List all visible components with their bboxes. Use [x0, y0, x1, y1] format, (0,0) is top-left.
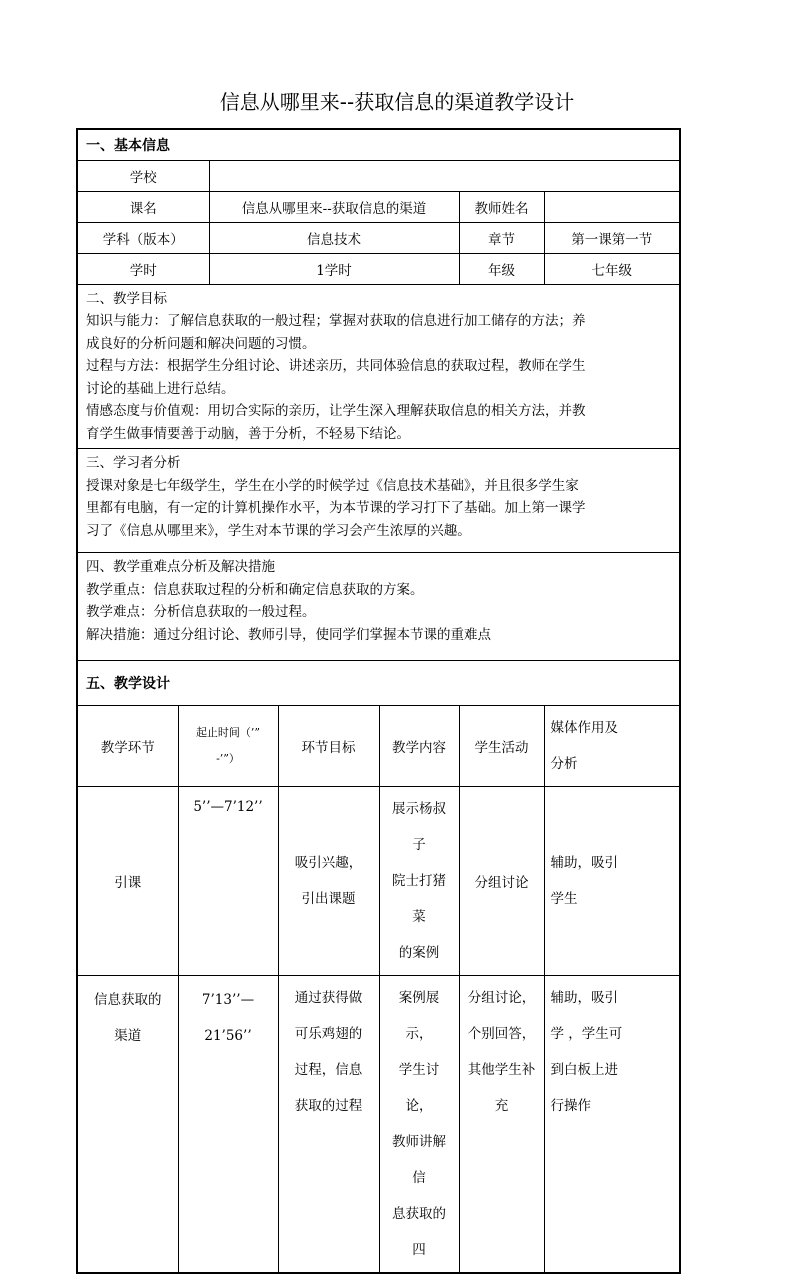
time-line: 21’56’’ [204, 1028, 252, 1044]
subject-label: 学科（版本） [77, 222, 209, 253]
content-line: 教师讲解信 [392, 1134, 446, 1186]
media-line: 学生 [550, 891, 578, 907]
section-basic-header: 一、基本信息 [77, 129, 680, 160]
activity-cell [459, 976, 544, 1274]
col-goal-header: 环节目标 [278, 706, 379, 787]
time-line: 7’13’’— [201, 992, 255, 1008]
media-line: 学 ，学生可 [550, 1026, 623, 1042]
school-label: 学校 [77, 160, 209, 191]
stage-line: 渠道 [114, 1028, 142, 1044]
learners-header: 三、学习者分析 [86, 455, 181, 471]
goals-line: 情感态度与价值观：用切合实际的亲历，让学生深入理解获取信息的相关方法，并教 [86, 403, 586, 419]
table-row [77, 976, 680, 1274]
goals-line: 成良好的分析问题和解决问题的习惯。 [86, 335, 316, 352]
page-title: 信息从哪里来--获取信息的渠道教学设计 [219, 90, 575, 114]
stage-cell [77, 976, 178, 1274]
col-media-header-line: 分析 [550, 756, 578, 772]
content-line: 院士打猪菜 [392, 873, 446, 925]
goals-header: 二、教学目标 [86, 290, 167, 307]
subject-value: 信息技术 [209, 222, 459, 253]
goals-row [77, 284, 680, 449]
media-line: 辅助，吸引 [550, 990, 618, 1006]
goal-line: 通过获得做 [294, 990, 363, 1006]
col-time-header-line: -’”） [216, 752, 240, 765]
keypoints-line: 教学重点：信息获取过程的分析和确定信息获取的方案。 [86, 581, 424, 598]
keypoints-header: 四、教学重难点分析及解决措施 [86, 559, 275, 575]
goal-line: 过程，信息 [294, 1062, 363, 1078]
chapter-label: 章节 [459, 222, 544, 253]
media-cell [544, 787, 680, 976]
chapter-value: 第一课第一节 [544, 222, 680, 253]
lesson-plan-table [76, 128, 681, 1274]
col-media-header [544, 706, 680, 787]
media-line: 到白板上进 [550, 1062, 618, 1078]
grade-value: 七年级 [544, 253, 680, 284]
media-line: 行操作 [550, 1098, 591, 1114]
activity-line: 充 [494, 1098, 509, 1114]
col-time-header-line: 起止时间（’” [195, 726, 261, 739]
subject-row [77, 222, 680, 253]
media-line: 辅助，吸引 [550, 855, 618, 871]
goals-line: 过程与方法：根据学生分组讨论、讲述亲历，共同体验信息的获取过程，教师在学生 [86, 358, 586, 374]
keypoints-line: 解决措施：通过分组讨论、教师引导，使同学们掌握本节课的重难点 [86, 626, 491, 643]
goal-cell [278, 787, 379, 976]
grade-label: 年级 [459, 253, 544, 284]
learners-line: 里都有电脑，有一定的计算机操作水平，为本节课的学习打下了基础。加上第一课学 [86, 500, 586, 516]
school-row [77, 160, 680, 191]
hours-row [77, 253, 680, 284]
col-time-header [178, 706, 278, 787]
goal-line: 可乐鸡翅的 [294, 1026, 363, 1042]
keypoints-section [77, 553, 680, 661]
teacher-value [544, 191, 680, 222]
goal-cell [278, 976, 379, 1274]
goals-line: 知识与能力：了解信息获取的一般过程；掌握对获取的信息进行加工储存的方法；养 [86, 313, 586, 329]
activity-line: 分组讨论， [467, 990, 536, 1006]
learners-section [77, 449, 680, 553]
learners-row [77, 449, 680, 553]
stage-cell: 引课 [77, 787, 178, 976]
stage-line: 信息获取的 [94, 992, 162, 1008]
activity-line: 个别回答， [467, 1026, 536, 1042]
goal-line: 吸引兴趣， [294, 855, 363, 871]
keypoints-line: 教学难点：分析信息获取的一般过程。 [86, 604, 316, 620]
teacher-label: 教师姓名 [459, 191, 544, 222]
goal-line: 获取的过程 [294, 1098, 363, 1114]
activity-cell: 分组讨论 [459, 787, 544, 976]
goal-line: 引出课题 [301, 891, 356, 907]
content-line: 息获取的四 [392, 1206, 446, 1258]
course-row [77, 191, 680, 222]
content-cell [379, 976, 459, 1274]
content-cell [379, 787, 459, 976]
section-design-header: 五、教学设计 [77, 661, 680, 706]
content-line: 案例展示， [398, 990, 440, 1042]
time-cell [178, 976, 278, 1274]
goals-line: 讨论的基础上进行总结。 [86, 380, 235, 397]
course-value: 信息从哪里来--获取信息的渠道 [209, 191, 459, 222]
learners-line: 授课对象是七年级学生，学生在小学的时候学过《信息技术基础》，并且很多学生家 [86, 477, 579, 494]
time-cell: 5’’—7’12’’ [178, 787, 278, 976]
goals-section [77, 284, 680, 449]
keypoints-row [77, 553, 680, 661]
col-activity-header: 学生活动 [459, 706, 544, 787]
design-columns-row [77, 706, 680, 787]
content-line: 的案例 [398, 945, 440, 961]
col-content-header: 教学内容 [379, 706, 459, 787]
content-line: 学生讨论， [398, 1062, 440, 1114]
course-label: 课名 [77, 191, 209, 222]
goals-line: 育学生做事情要善于动脑，善于分析，不轻易下结论。 [86, 425, 410, 442]
hours-value: 1学时 [209, 253, 459, 284]
col-media-header-line: 媒体作用及 [550, 720, 618, 736]
hours-label: 学时 [77, 253, 209, 284]
col-stage-header: 教学环节 [77, 706, 178, 787]
section-design-header-row [77, 661, 680, 706]
activity-line: 其他学生补 [467, 1062, 536, 1078]
school-value [209, 160, 680, 191]
content-line: 展示杨叔子 [392, 801, 446, 853]
media-cell [544, 976, 680, 1274]
learners-line: 习了《信息从哪里来》，学生对本节课的学习会产生浓厚的兴趣。 [86, 522, 471, 539]
section-basic-header-row [77, 129, 680, 160]
table-row [77, 787, 680, 976]
